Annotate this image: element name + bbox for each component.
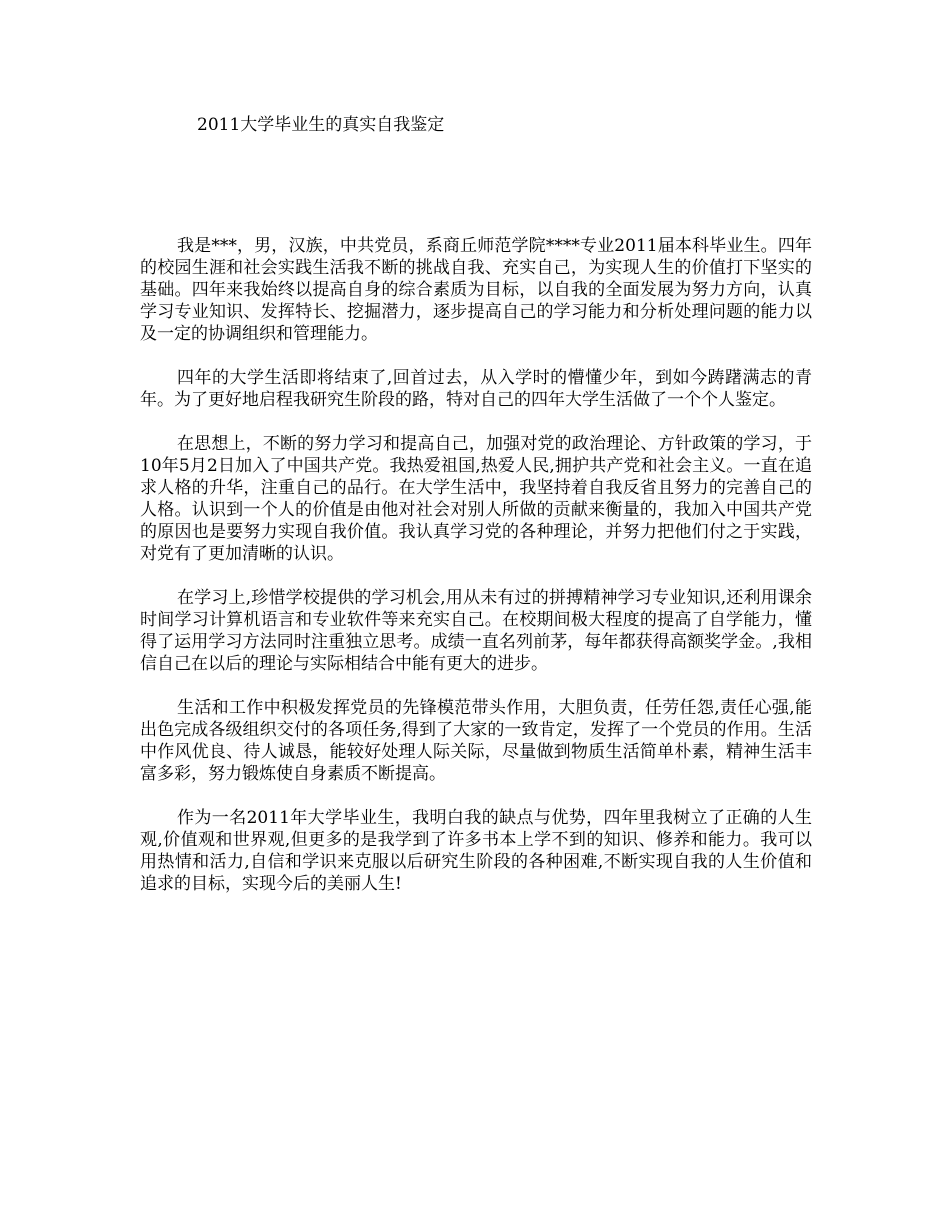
paragraph-conclusion: 作为一名2011年大学毕业生，我明白我的缺点与优势，四年里我树立了正确的人生观,价值观和世界观,但更多的是我学到了许多书本上学不到的知识、修养和能力。我可以用热情和活力,自信和学识来克服以后研究生阶段的各种困难,不断实现自我的人生价值和追求的目标，实现今后的美丽人生! — [140, 808, 812, 894]
paragraph-life-and-work: 生活和工作中积极发挥党员的先锋模范带头作用，大胆负责，任劳任怨,责任心强,能出色完成各级组织交付的各项任务,得到了大家的一致肯定，发挥了一个党员的作用。生活中作风优良、待人诚恳，能较好处理人际关际，尽量做到物质生活简单朴素，精神生活丰富多彩，努力锻炼使自身素质不断提高。 — [140, 698, 812, 784]
paragraph-ideology: 在思想上，不断的努力学习和提高自己，加强对党的政治理论、方针政策的学习，于10年5月2日加入了中国共产党。我热爱祖国,热爱人民,拥护共产党和社会主义。一直在追求人格的升华，注重自己的品行。在大学生活中，我坚持着自我反省且努力的完善自己的人格。认识到一个人的价值是由他对社会对别人所做的贡献来衡量的，我加入中国共产党的原因也是要努力实现自我价值。我认真学习党的各种理论，并努力把他们付之于实践，对党有了更加清晰的认识。 — [140, 434, 812, 564]
paragraph-introduction: 我是***，男，汉族，中共党员，系商丘师范学院****专业2011届本科毕业生。四年的校园生涯和社会实践生活我不断的挑战自我、充实自己，为实现人生的价值打下坚实的基础。四年来我始终以提高自身的综合素质为目标，以自我的全面发展为努力方向，认真学习专业知识、发挥特长、挖掘潜力，逐步提高自己的学习能力和分析处理问题的能力以及一定的协调组织和管理能力。 — [140, 236, 812, 344]
document-title: 2011大学毕业生的真实自我鉴定 — [197, 115, 445, 135]
paragraph-study: 在学习上,珍惜学校提供的学习机会,用从未有过的拼搏精神学习专业知识,还利用课余时间学习计算机语言和专业软件等来充实自己。在校期间极大程度的提高了自学能力，懂得了运用学习方法同时注重独立思考。成绩一直名列前茅，每年都获得高额奖学金。,我相信自己在以后的理论与实际相结合中能有更大的进步。 — [140, 588, 812, 674]
paragraph-summary-purpose: 四年的大学生活即将结束了,回首过去，从入学时的懵懂少年，到如今踌躇满志的青年。为了更好地启程我研究生阶段的路，特对自己的四年大学生活做了一个个人鉴定。 — [140, 368, 812, 410]
document-body — [140, 235, 812, 917]
